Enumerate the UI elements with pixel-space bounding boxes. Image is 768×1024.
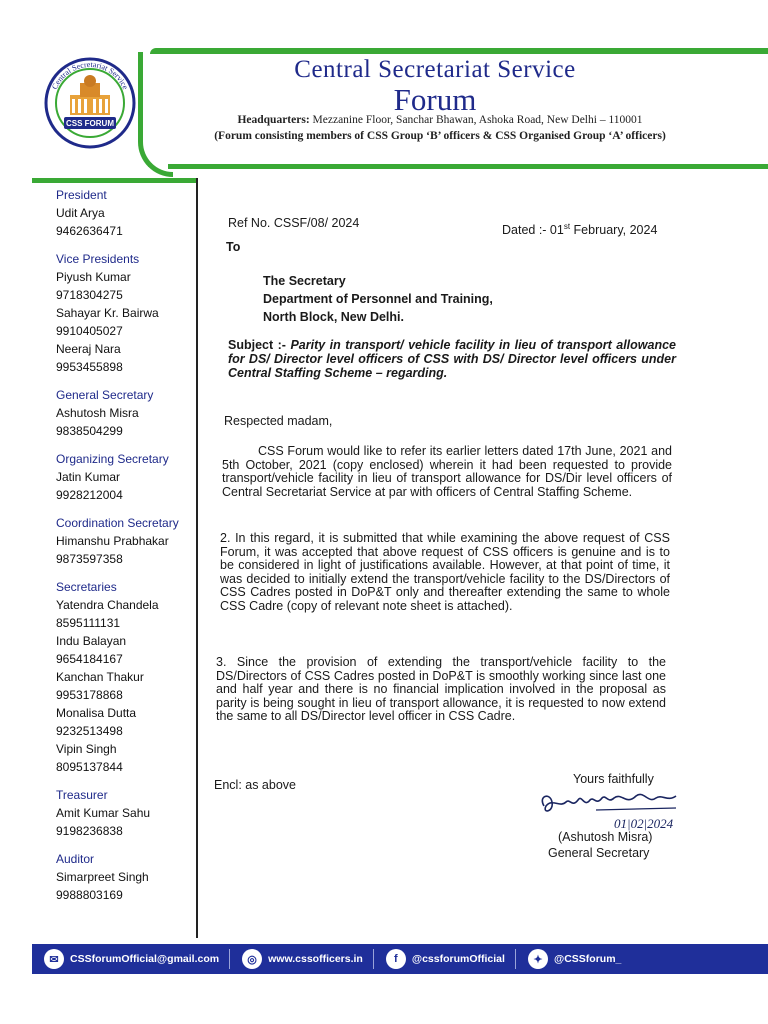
- member-phone: 9873597358: [56, 552, 123, 566]
- role-heading: Auditor: [56, 852, 95, 866]
- member-name: Yatendra Chandela: [56, 598, 159, 612]
- css-forum-logo: [42, 55, 138, 151]
- signatory-name: (Ashutosh Misra): [558, 830, 653, 844]
- headquarters-address: [160, 114, 720, 126]
- member-name: Neeraj Nara: [56, 342, 121, 356]
- member-name: Udit Arya: [56, 206, 105, 220]
- contact-footer: [32, 944, 768, 974]
- member-name: Ashutosh Misra: [56, 406, 139, 420]
- addressee-line: The Secretary: [263, 274, 346, 288]
- role-heading: Secretaries: [56, 580, 117, 594]
- member-phone: 9928212004: [56, 488, 123, 502]
- member-phone: 9988803169: [56, 888, 123, 902]
- paragraph-2: 2. In this regard, it is submitted that while examining the above request of CSS Forum, it was accepted that above request of CSS officers is genuine and is to be considered in light of justifications available. However, at that point of time, it was decided to initially extend the transport/vehicle facility to the DS/Directors of CSS Cadres posted in DoP&T only and thereafter extending the same to whole CSS Cadre (copy of relevant note sheet is attached).: [220, 531, 670, 613]
- member-phone: 9953178868: [56, 688, 123, 702]
- member-phone: 9910405027: [56, 324, 123, 338]
- footer-website-text: www.cssofficers.in: [268, 953, 363, 965]
- role-heading: Coordination Secretary: [56, 516, 179, 530]
- footer-email-text: CSSforumOfficial@gmail.com: [70, 953, 220, 965]
- signature-date: 01|02|2024: [614, 816, 674, 831]
- sidebar-top-line: [32, 178, 198, 183]
- paragraph-3: 3. Since the provision of extending the transport/vehicle facility to the DS/Directors of CSS Cadres posted in DoP&T is smoothly working since last one and half year and there is no financial implication involved in the proposal as parity is being sought in lieu of transport allowance, it is requested to now extend the same to all DS/Director level officer in CSS Cadre.: [216, 655, 666, 723]
- member-phone: 9953455898: [56, 360, 123, 374]
- twitter-icon: ✦: [528, 949, 548, 969]
- member-name: Sahayar Kr. Bairwa: [56, 306, 159, 320]
- logo-ring-text: Central Secretariat Service: [50, 59, 130, 91]
- member-name: Kanchan Thakur: [56, 670, 144, 684]
- member-phone: 8095137844: [56, 760, 123, 774]
- footer-facebook-text: @cssforumOfficial: [411, 953, 505, 965]
- letter-date: [502, 222, 657, 237]
- role-heading: Treasurer: [56, 788, 108, 802]
- org-title-line2: Forum: [393, 82, 477, 117]
- date-suffix-sup: st: [563, 222, 571, 231]
- mail-icon: ✉: [44, 949, 64, 969]
- member-name: Piyush Kumar: [56, 270, 131, 284]
- subject-text: Parity in transport/ vehicle facility in lieu of transport allowance for DS/ Director level officers of CSS with DS/ Director level officers under Central Staffing Scheme – regarding.: [228, 338, 676, 380]
- enclosure-note: Encl: as above: [214, 778, 296, 792]
- addressee-line: North Block, New Delhi.: [263, 310, 404, 324]
- header-frame-top: [150, 48, 768, 54]
- hq-label: Headquarters:: [237, 114, 310, 126]
- globe-icon: ◎: [242, 949, 262, 969]
- date-prefix: Dated :- 01: [502, 223, 564, 238]
- sidebar-divider: [196, 178, 198, 938]
- subject-label: Subject :-: [228, 338, 286, 352]
- member-phone: 9838504299: [56, 424, 123, 438]
- member-name: Simarpreet Singh: [56, 870, 149, 884]
- to-label: To: [226, 240, 241, 254]
- org-subtitle: (Forum consisting members of CSS Group ‘B’ officers & CSS Organised Group ‘A’ officers): [214, 130, 666, 142]
- member-phone: 9198236838: [56, 824, 123, 838]
- role-heading: Vice Presidents: [56, 252, 140, 266]
- footer-website[interactable]: [230, 944, 374, 974]
- salutation: Respected madam,: [224, 414, 333, 428]
- office-bearers-list: [56, 186, 196, 904]
- footer-facebook[interactable]: [374, 944, 516, 974]
- handwritten-signature: [536, 786, 696, 836]
- paragraph-1: CSS Forum would like to refer its earlier letters dated 17th June, 2021 and 5th October, 2021 (copy enclosed) wherein it had been requested to provide transport/vehicle facility in lieu of transport allowance for DS/Dir level officers of Central Secretariat Service at par with officers of Central Staffing Scheme.: [222, 444, 672, 499]
- member-name: Vipin Singh: [56, 742, 117, 756]
- logo-banner-text: CSS FORUM: [66, 119, 114, 128]
- member-phone: 9232513498: [56, 724, 123, 738]
- member-name: Himanshu Prabhakar: [56, 534, 169, 548]
- role-heading: General Secretary: [56, 388, 154, 402]
- footer-email[interactable]: [32, 944, 230, 974]
- reference-number: Ref No. CSSF/08/ 2024: [228, 216, 360, 230]
- role-heading: Organizing Secretary: [56, 452, 169, 466]
- subject-line: [228, 338, 676, 380]
- role-heading: President: [56, 188, 107, 202]
- org-title-line1: Central Secretariat Service: [294, 56, 576, 83]
- member-phone: 9654184167: [56, 652, 123, 666]
- date-rest: February, 2024: [570, 223, 658, 238]
- member-phone: 9462636471: [56, 224, 123, 238]
- footer-twitter-text: @CSSforum_: [553, 953, 622, 965]
- member-name: Indu Balayan: [56, 634, 127, 648]
- addressee-line: Department of Personnel and Training,: [263, 292, 493, 306]
- addressee-block: [263, 272, 493, 326]
- closing-text: Yours faithfully: [573, 772, 654, 786]
- member-name: Monalisa Dutta: [56, 706, 137, 720]
- member-name: Amit Kumar Sahu: [56, 806, 151, 820]
- footer-twitter[interactable]: [516, 944, 621, 974]
- member-phone: 9718304275: [56, 288, 123, 302]
- member-phone: 8595111131: [56, 616, 121, 630]
- hq-address-text: Mezzanine Floor, Sanchar Bhawan, Ashoka Road, New Delhi – 110001: [312, 114, 643, 126]
- member-name: Jatin Kumar: [56, 470, 121, 484]
- signatory-title: General Secretary: [548, 846, 650, 860]
- header-frame-bottom: [168, 164, 768, 169]
- facebook-icon: f: [386, 949, 406, 969]
